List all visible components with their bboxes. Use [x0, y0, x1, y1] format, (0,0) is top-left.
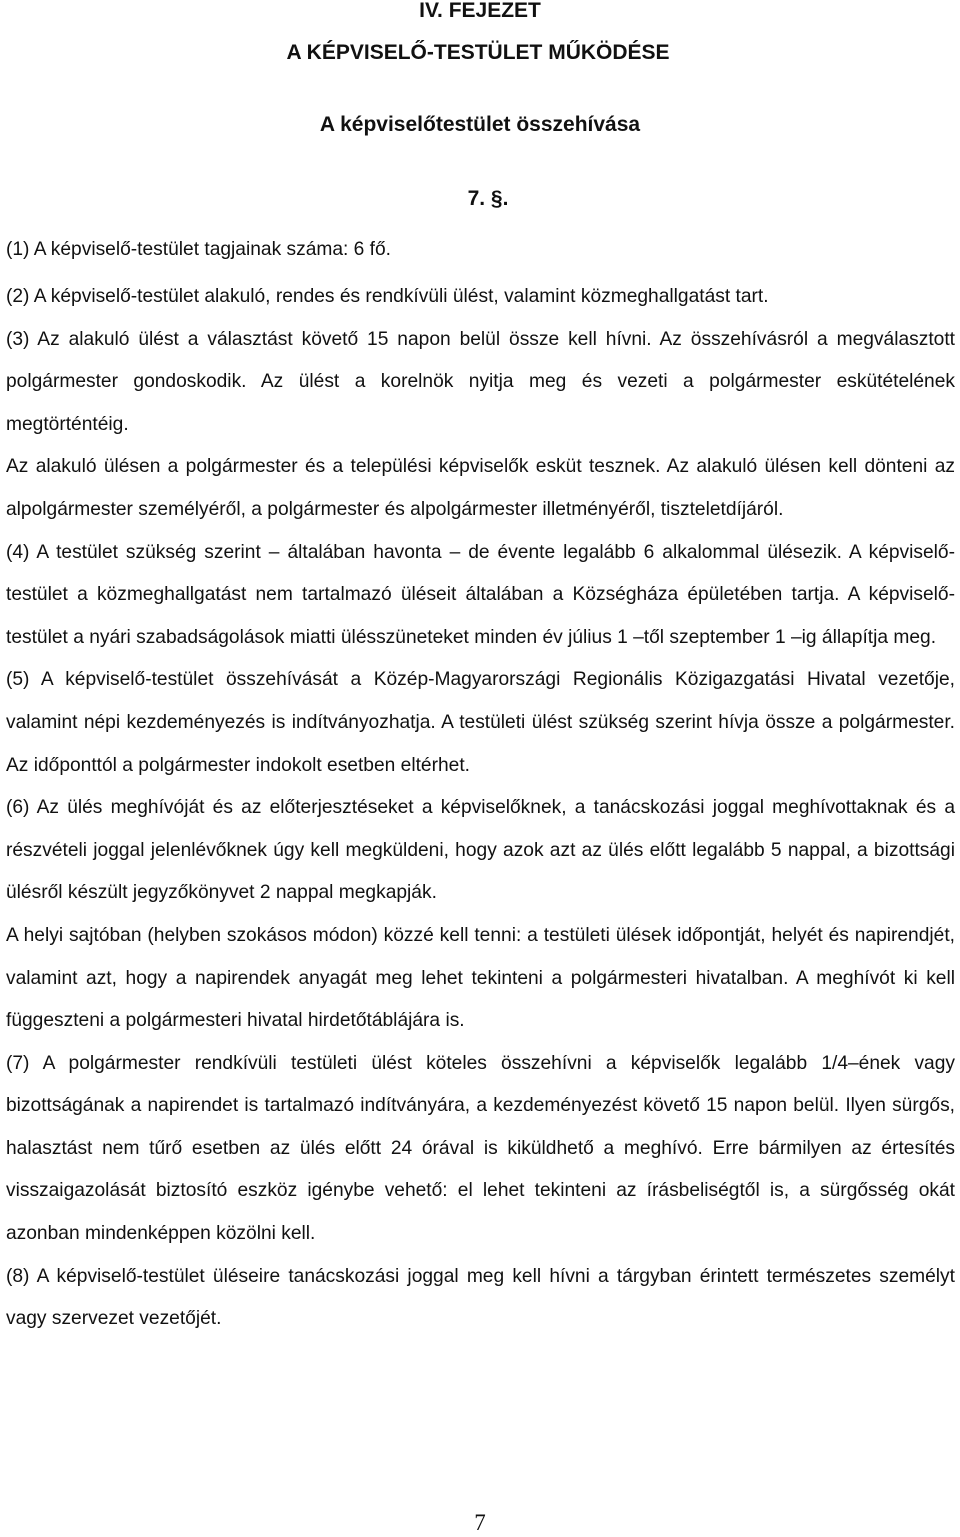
paragraph-4: (4) A testület szükség szerint – általában havonta – de évente legalább 6 alkalommal ülésezik. A képviselő-testület a közmeghallgatást nem tartalmazó üléseit általában a Községháza épületében tartja. A képviselő-testület a nyári szabadságolások miatti ülésszüneteket minden év július 1 –től szeptember 1 –ig állapítja meg.	[6, 541, 955, 648]
paragraph-7: (7) A polgármester rendkívüli testületi ülést köteles összehívni a képviselők legalább 1/4–ének vagy bizottságának a napirendet is tartalmazó indítványára, a kezdeményezést követő 15 napon belül. Ilyen sürgős, halasztást nem tűrő esetben az ülés előtt 24 órával is kiküldhető a meghívó. Erre bármilyen az értesítés visszaigazolását biztosító eszköz igénybe vehető: el lehet tekinteni az írásbeliségtől is, a sürgősség okát azonban mindenképpen közölni kell.	[6, 1052, 955, 1245]
paragraph-8: (8) A képviselő-testület üléseire tanácskozási joggal meg kell hívni a tárgyban érintett természetes személyt vagy szervezet vezetőjét.	[6, 1265, 955, 1330]
document-body	[6, 232, 955, 1341]
paragraph-6: (6) Az ülés meghívóját és az előterjesztéseket a képviselőknek, a tanácskozási joggal meghívottaknak és a részvételi joggal jelenlévőknek úgy kell megküldeni, hogy azok azt az ülés előtt legalább 5 nappal, a bizottsági ülésről készült jegyzőkönyvet 2 nappal megkapják.	[6, 797, 955, 904]
paragraph-3: (3) Az alakuló ülést a választást követő 15 napon belül össze kell hívni. Az összehívásról a megválasztott polgármester gondoskodik. Az ülést a korelnök nyitja meg és vezeti a polgármester eskütételének megtörténtéig.	[6, 328, 955, 435]
page-number: 7	[474, 1510, 486, 1535]
paragraph-1: (1) A képviselő-testület tagjainak száma: 6 fő.	[6, 239, 392, 260]
section-number: 7. §.	[467, 187, 509, 210]
paragraph-3-continuation: Az alakuló ülésen a polgármester és a települési képviselők esküt tesznek. Az alakuló ülésen kell dönteni az alpolgármester személyéről, a polgármester és alpolgármester illetményéről, tiszteletdíjáról.	[6, 456, 955, 520]
chapter-heading: IV. FEJEZET	[419, 0, 541, 22]
paragraph-6-continuation: A helyi sajtóban (helyben szokásos módon) közzé kell tenni: a testületi ülések időpontját, helyét és napirendjét, valamint azt, hogy a napirendek anyagát meg lehet tekinteni a polgármesteri hivatalban. A meghívót ki kell függeszteni a polgármesteri hivatal hirdetőtáblájára is.	[6, 924, 955, 1032]
section-subtitle: A képviselőtestület összehívása	[319, 113, 641, 136]
paragraph-5: (5) A képviselő-testület összehívását a Közép-Magyarországi Regionális Közigazgatási Hivatal vezetője, valamint népi kezdeményezés is indítványozhatja. A testületi ülést szükség szerint hívja össze a polgármester. Az időponttól a polgármester indokolt esetben eltérhet.	[6, 669, 955, 776]
paragraph-2: (2) A képviselő-testület alakuló, rendes és rendkívüli ülést, valamint közmeghallgatást tart.	[6, 286, 769, 307]
chapter-title: A KÉPVISELŐ-TESTÜLET MŰKÖDÉSE	[286, 41, 670, 64]
